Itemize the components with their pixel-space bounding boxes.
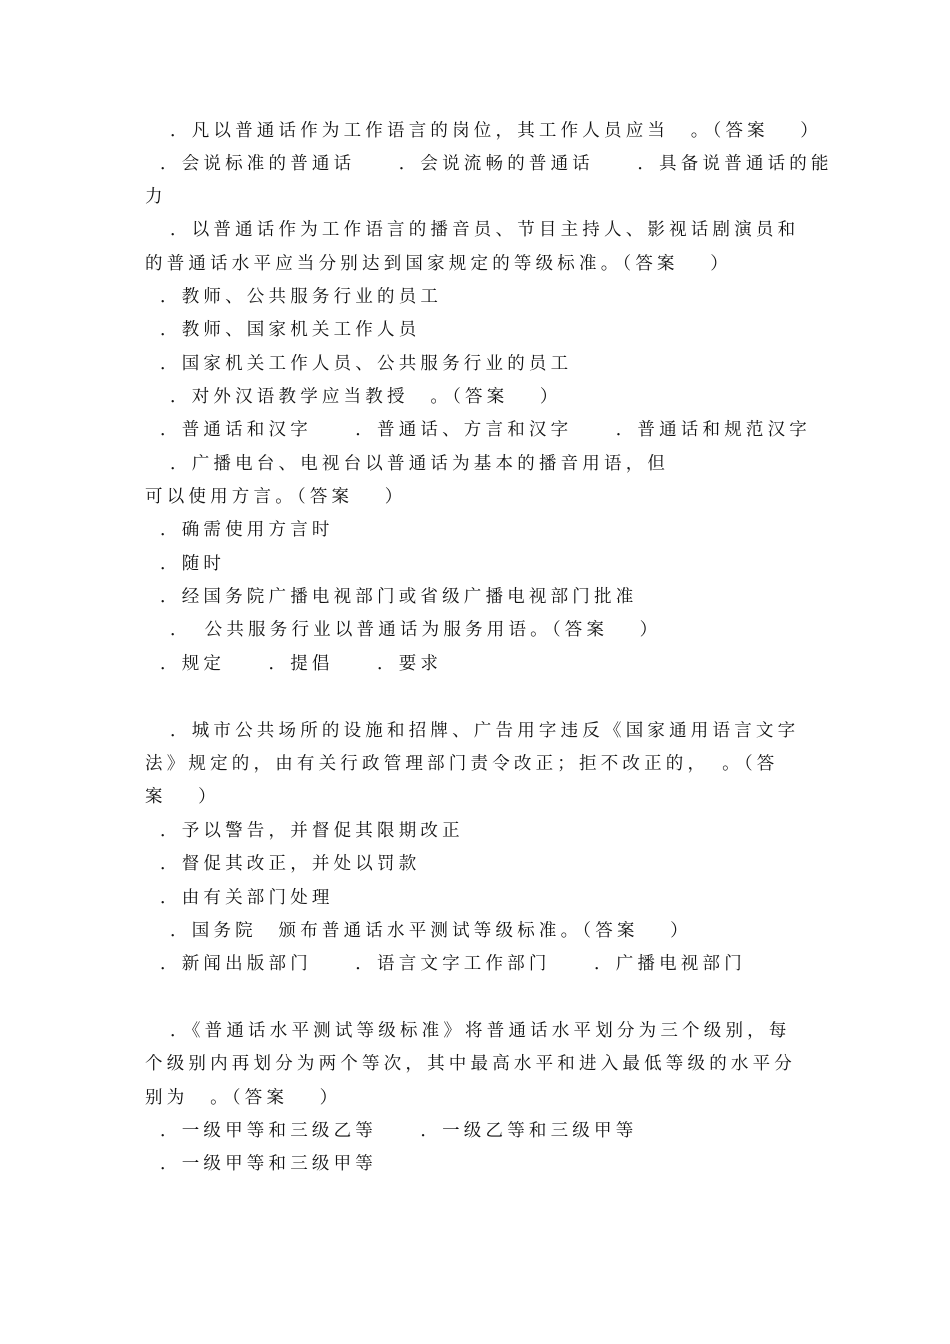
question-5-stem: ． 公共服务行业以普通话为服务用语。（答案 ） bbox=[170, 620, 662, 640]
question-2-stem: ．以普通话作为工作语言的播音员、节目主持人、影视话剧演员和 bbox=[170, 220, 800, 240]
question-6-stem: ．城市公共场所的设施和招牌、广告用字违反《国家通用语言文字 bbox=[170, 721, 800, 741]
question-2-option-b: ．教师、国家机关工作人员 bbox=[160, 320, 421, 340]
question-4-option-b: ．随时 bbox=[160, 554, 226, 574]
question-6-option-c: ．由有关部门处理 bbox=[160, 888, 334, 908]
question-8-options: ．一级甲等和三级乙等 ．一级乙等和三级甲等 bbox=[160, 1121, 638, 1141]
question-1-options-cont: 力 bbox=[145, 187, 167, 207]
question-1-options: ．会说标准的普通话 ．会说流畅的普通话 ．具备说普通话的能 bbox=[160, 154, 833, 174]
question-4-option-a: ．确需使用方言时 bbox=[160, 520, 334, 540]
question-8-stem-cont-2: 别为 。（答案 ） bbox=[145, 1088, 342, 1108]
question-4-stem: ．广播电台、电视台以普通话为基本的播音用语，但 bbox=[170, 454, 670, 474]
question-8-option-c: ．一级甲等和三级甲等 bbox=[160, 1154, 377, 1174]
question-8-stem: ．《普通话水平测试等级标准》将普通话水平划分为三个级别，每 bbox=[170, 1021, 791, 1041]
question-2-option-c: ．国家机关工作人员、公共服务行业的员工 bbox=[160, 354, 573, 374]
question-6-stem-cont: 法》规定的，由有关行政管理部门责令改正；拒不改正的， 。（答 bbox=[145, 754, 779, 774]
question-6-stem-cont-2: 案 ） bbox=[145, 787, 220, 807]
question-4-option-c: ．经国务院广播电视部门或省级广播电视部门批准 bbox=[160, 587, 638, 607]
question-3-options: ．普通话和汉字 ．普通话、方言和汉字 ．普通话和规范汉字 bbox=[160, 420, 811, 440]
question-6-option-b: ．督促其改正，并处以罚款 bbox=[160, 854, 421, 874]
question-4-stem-cont: 可以使用方言。（答案 ） bbox=[145, 487, 407, 507]
question-8-stem-cont: 个级别内再划分为两个等次，其中最高水平和进入最低等级的水平分 bbox=[145, 1054, 796, 1074]
question-7-stem: ．国务院 颁布普通话水平测试等级标准。（答案 ） bbox=[170, 921, 692, 941]
question-3-stem: ．对外汉语教学应当教授 。（答案 ） bbox=[170, 387, 562, 407]
question-7-options: ．新闻出版部门 ．语言文字工作部门 ．广播电视部门 bbox=[160, 954, 746, 974]
question-2-option-a: ．教师、公共服务行业的员工 bbox=[160, 287, 443, 307]
question-1-stem: ．凡以普通话作为工作语言的岗位，其工作人员应当 。（答案 ） bbox=[170, 121, 823, 141]
question-2-stem-cont: 的普通话水平应当分别达到国家规定的等级标准。（答案 ） bbox=[145, 254, 732, 274]
question-5-options: ．规定 ．提倡 ．要求 bbox=[160, 654, 443, 674]
question-6-option-a: ．予以警告，并督促其限期改正 bbox=[160, 821, 464, 841]
